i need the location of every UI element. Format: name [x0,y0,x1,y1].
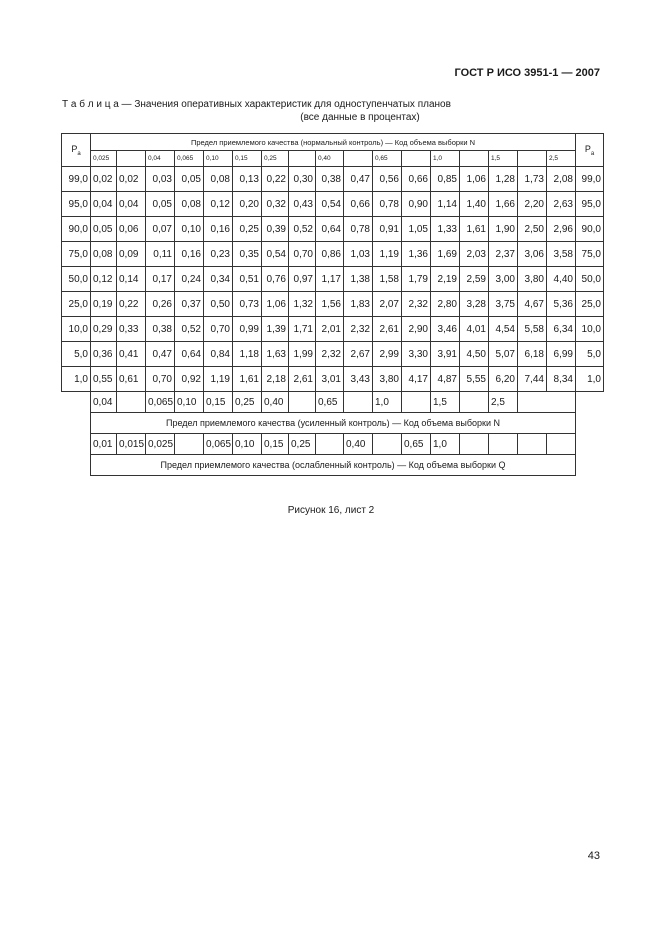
table-cell: 1,90 [489,217,518,242]
table-cell: 0,54 [316,192,344,217]
table-cell: 0,66 [344,192,373,217]
table-row [62,317,604,342]
table-caption-note: (все данные в процентах) [300,112,420,123]
table-cell: 2,63 [547,192,576,217]
table-cell: 0,52 [289,217,316,242]
reduced-aql-row [62,434,604,455]
table-cell: 0,91 [373,217,402,242]
reduced-aql-value [316,434,344,455]
tightened-aql-value: 0,10 [175,392,204,413]
table-cell: 0,84 [204,342,233,367]
table-row [62,167,604,192]
table-cell: 3,06 [518,242,547,267]
table-row [62,242,604,267]
table-cell: 3,80 [518,267,547,292]
table-cell: 0,97 [289,267,316,292]
table-cell: 0,09 [117,242,146,267]
table-cell: 4,67 [518,292,547,317]
table-cell: 0,54 [262,242,289,267]
table-cell: 5,55 [460,367,489,392]
oc-values-table [61,133,604,476]
table-cell: 0,70 [146,367,175,392]
table-cell: 3,28 [460,292,489,317]
table-cell: 0,03 [146,167,175,192]
reduced-aql-value [518,434,547,455]
table-cell: 1,79 [402,267,431,292]
table-cell: 0,22 [117,292,146,317]
table-cell: 2,08 [547,167,576,192]
pa-value: 5,0 [62,342,91,367]
aql-value: 0,04 [146,151,175,167]
table-cell: 0,17 [146,267,175,292]
table-cell: 0,52 [175,317,204,342]
pa-value: 99,0 [576,167,604,192]
table-cell: 4,54 [489,317,518,342]
table-cell: 0,32 [262,192,289,217]
table-cell: 1,61 [233,367,262,392]
table-cell: 6,34 [547,317,576,342]
table-cell: 1,66 [489,192,518,217]
aql-value [344,151,373,167]
aql-value: 0,15 [233,151,262,167]
aql-value [460,151,489,167]
table-cell: 0,16 [204,217,233,242]
pa-value: 50,0 [576,267,604,292]
pa-value: 1,0 [576,367,604,392]
reduced-aql-value: 0,15 [262,434,289,455]
pa-header-right: $P_a$ [576,134,604,167]
table-cell: 1,06 [460,167,489,192]
table-cell: 1,38 [344,267,373,292]
table-caption: Т а б л и ц а — Значения оперативных характеристик для одноступенчатых планов [62,99,451,110]
table-cell: 5,36 [547,292,576,317]
table-cell: 0,02 [91,167,117,192]
table-cell: 0,92 [175,367,204,392]
table-cell: 0,56 [373,167,402,192]
table-cell: 2,20 [518,192,547,217]
aql-value: 0,40 [316,151,344,167]
reduced-aql-value [489,434,518,455]
pa-value: 5,0 [576,342,604,367]
table-cell: 3,46 [431,317,460,342]
table-cell: 4,87 [431,367,460,392]
table-cell: 2,50 [518,217,547,242]
table-cell: 0,36 [91,342,117,367]
table-cell: 0,43 [289,192,316,217]
reduced-aql-value: 0,65 [402,434,431,455]
table-cell: 1,71 [289,317,316,342]
table-cell: 1,73 [518,167,547,192]
table-cell: 2,67 [344,342,373,367]
table-cell: 0,64 [316,217,344,242]
aql-value: 0,025 [91,151,117,167]
table-cell: 3,75 [489,292,518,317]
table-cell: 6,99 [547,342,576,367]
reduced-aql-value: 1,0 [431,434,460,455]
tightened-aql-value: 0,40 [262,392,289,413]
table-cell: 0,90 [402,192,431,217]
table-cell: 3,30 [402,342,431,367]
table-cell: 3,91 [431,342,460,367]
table-cell: 2,32 [316,342,344,367]
pa-value: 25,0 [62,292,91,317]
table-cell: 1,61 [460,217,489,242]
table-cell: 0,47 [146,342,175,367]
pa-value: 1,0 [62,367,91,392]
tightened-aql-value [344,392,373,413]
table-cell: 0,20 [233,192,262,217]
table-cell: 2,59 [460,267,489,292]
table-cell: 2,37 [489,242,518,267]
tightened-aql-value: 0,065 [146,392,175,413]
table-cell: 0,66 [402,167,431,192]
table-cell: 0,85 [431,167,460,192]
table-cell: 4,17 [402,367,431,392]
pa-value: 75,0 [576,242,604,267]
table-cell: 0,08 [91,242,117,267]
table-cell: 0,38 [316,167,344,192]
table-cell: 0,05 [146,192,175,217]
table-cell: 1,17 [316,267,344,292]
table-cell: 0,33 [117,317,146,342]
table-cell: 0,14 [117,267,146,292]
table-cell: 0,78 [344,217,373,242]
table-cell: 2,90 [402,317,431,342]
table-cell: 0,12 [204,192,233,217]
table-cell: 1,19 [204,367,233,392]
aql-value [117,151,146,167]
table-cell: 1,06 [262,292,289,317]
aql-value: 0,25 [262,151,289,167]
table-cell: 4,01 [460,317,489,342]
table-cell: 0,12 [91,267,117,292]
table-cell: 3,80 [373,367,402,392]
table-cell: 1,83 [344,292,373,317]
table-cell: 0,30 [289,167,316,192]
pa-value: 95,0 [62,192,91,217]
table-cell: 0,08 [175,192,204,217]
table-cell: 3,01 [316,367,344,392]
table-cell: 0,25 [233,217,262,242]
table-cell: 0,24 [175,267,204,292]
reduced-aql-value: 0,40 [344,434,373,455]
tightened-aql-row [62,392,604,413]
aql-value [289,151,316,167]
pa-header-left: $P_a$ [62,134,91,167]
tightened-aql-value [117,392,146,413]
table-cell: 0,64 [175,342,204,367]
table-cell: 0,47 [344,167,373,192]
table-cell: 0,11 [146,242,175,267]
normal-aql-row [62,151,604,167]
tightened-aql-value [402,392,431,413]
table-cell: 1,40 [460,192,489,217]
pa-value: 90,0 [62,217,91,242]
tightened-aql-value: 0,15 [204,392,233,413]
table-cell: 2,99 [373,342,402,367]
tightened-aql-value [460,392,489,413]
tightened-aql-value: 1,5 [431,392,460,413]
table-cell: 1,14 [431,192,460,217]
table-cell: 1,36 [402,242,431,267]
table-cell: 5,07 [489,342,518,367]
reduced-aql-value: 0,10 [233,434,262,455]
table-cell: 6,18 [518,342,547,367]
table-cell: 0,23 [204,242,233,267]
table-cell: 0,51 [233,267,262,292]
table-cell: 2,96 [547,217,576,242]
table-cell: 1,28 [489,167,518,192]
table-cell: 1,69 [431,242,460,267]
table-cell: 1,05 [402,217,431,242]
table-cell: 1,58 [373,267,402,292]
pa-value: 95,0 [576,192,604,217]
table-cell: 6,20 [489,367,518,392]
reduced-aql-value: 0,065 [204,434,233,455]
pa-value: 50,0 [62,267,91,292]
aql-value: 1,0 [431,151,460,167]
table-cell: 2,19 [431,267,460,292]
table-cell: 1,03 [344,242,373,267]
table-row [62,342,604,367]
table-cell: 1,32 [289,292,316,317]
table-cell: 2,61 [289,367,316,392]
aql-value: 1,5 [489,151,518,167]
tightened-aql-value: 2,5 [489,392,518,413]
aql-value: 0,065 [175,151,204,167]
table-cell: 0,19 [91,292,117,317]
table-cell: 0,13 [233,167,262,192]
table-cell: 3,00 [489,267,518,292]
table-cell: 0,86 [316,242,344,267]
table-cell: 0,38 [146,317,175,342]
aql-value [518,151,547,167]
pa-value: 10,0 [576,317,604,342]
table-cell: 0,07 [146,217,175,242]
table-cell: 0,05 [175,167,204,192]
reduced-aql-value: 0,25 [289,434,316,455]
pa-value: 75,0 [62,242,91,267]
table-cell: 0,10 [175,217,204,242]
table-row [62,192,604,217]
reduced-aql-value [547,434,576,455]
table-cell: 5,58 [518,317,547,342]
table-cell: 4,40 [547,267,576,292]
table-cell: 1,19 [373,242,402,267]
table-cell: 4,50 [460,342,489,367]
aql-value [402,151,431,167]
table-cell: 1,56 [316,292,344,317]
table-row [62,367,604,392]
table-cell: 0,35 [233,242,262,267]
tightened-control-label: Предел приемлемого качества (усиленный контроль) — Код объема выборки N [91,413,576,434]
reduced-control-label: Предел приемлемого качества (ослабленный контроль) — Код объема выборки Q [91,455,576,476]
table-cell: 0,08 [204,167,233,192]
table-cell: 1,33 [431,217,460,242]
table-cell: 2,32 [344,317,373,342]
table-cell: 0,99 [233,317,262,342]
table-cell: 0,37 [175,292,204,317]
table-row [62,292,604,317]
table-cell: 1,39 [262,317,289,342]
tightened-aql-value: 0,65 [316,392,344,413]
table-cell: 0,16 [175,242,204,267]
pa-value: 90,0 [576,217,604,242]
tightened-aql-value: 0,25 [233,392,262,413]
table-cell: 0,04 [91,192,117,217]
aql-value: 2,5 [547,151,576,167]
reduced-aql-value: 0,015 [117,434,146,455]
document-header: ГОСТ Р ИСО 3951-1 — 2007 [454,67,600,79]
table-cell: 0,22 [262,167,289,192]
table-cell: 0,39 [262,217,289,242]
table-cell: 2,61 [373,317,402,342]
table-cell: 0,50 [204,292,233,317]
table-cell: 0,04 [117,192,146,217]
pa-value: 25,0 [576,292,604,317]
table-cell: 0,26 [146,292,175,317]
tightened-aql-value [518,392,576,413]
table-cell: 0,55 [91,367,117,392]
pa-value: 99,0 [62,167,91,192]
tightened-aql-value: 1,0 [373,392,402,413]
table-cell: 2,03 [460,242,489,267]
table-cell: 2,07 [373,292,402,317]
table-cell: 0,34 [204,267,233,292]
table-cell: 3,43 [344,367,373,392]
tightened-aql-value [289,392,316,413]
table-cell: 1,18 [233,342,262,367]
pa-value: 10,0 [62,317,91,342]
table-cell: 0,76 [262,267,289,292]
table-cell: 0,41 [117,342,146,367]
tightened-aql-value: 0,04 [91,392,117,413]
table-cell: 0,29 [91,317,117,342]
table-cell: 1,63 [262,342,289,367]
table-cell: 0,70 [289,242,316,267]
reduced-aql-value [460,434,489,455]
reduced-aql-value [373,434,402,455]
reduced-aql-value [175,434,204,455]
table-cell: 2,18 [262,367,289,392]
table-cell: 2,80 [431,292,460,317]
table-cell: 0,70 [204,317,233,342]
table-row [62,217,604,242]
reduced-aql-value: 0,025 [146,434,175,455]
aql-value: 0,10 [204,151,233,167]
normal-control-header: Предел приемлемого качества (нормальный контроль) — Код объема выборки N [91,134,576,151]
table-cell: 0,02 [117,167,146,192]
table-cell: 1,99 [289,342,316,367]
table-cell: 2,01 [316,317,344,342]
table-row [62,267,604,292]
aql-value: 0,65 [373,151,402,167]
page-number: 43 [587,850,600,862]
table-cell: 8,34 [547,367,576,392]
table-cell: 0,73 [233,292,262,317]
table-cell: 7,44 [518,367,547,392]
table-cell: 0,05 [91,217,117,242]
table-cell: 2,32 [402,292,431,317]
table-cell: 3,58 [547,242,576,267]
table-cell: 0,78 [373,192,402,217]
table-cell: 0,06 [117,217,146,242]
table-cell: 0,61 [117,367,146,392]
figure-caption: Рисунок 16, лист 2 [287,505,375,516]
reduced-aql-value: 0,01 [91,434,117,455]
